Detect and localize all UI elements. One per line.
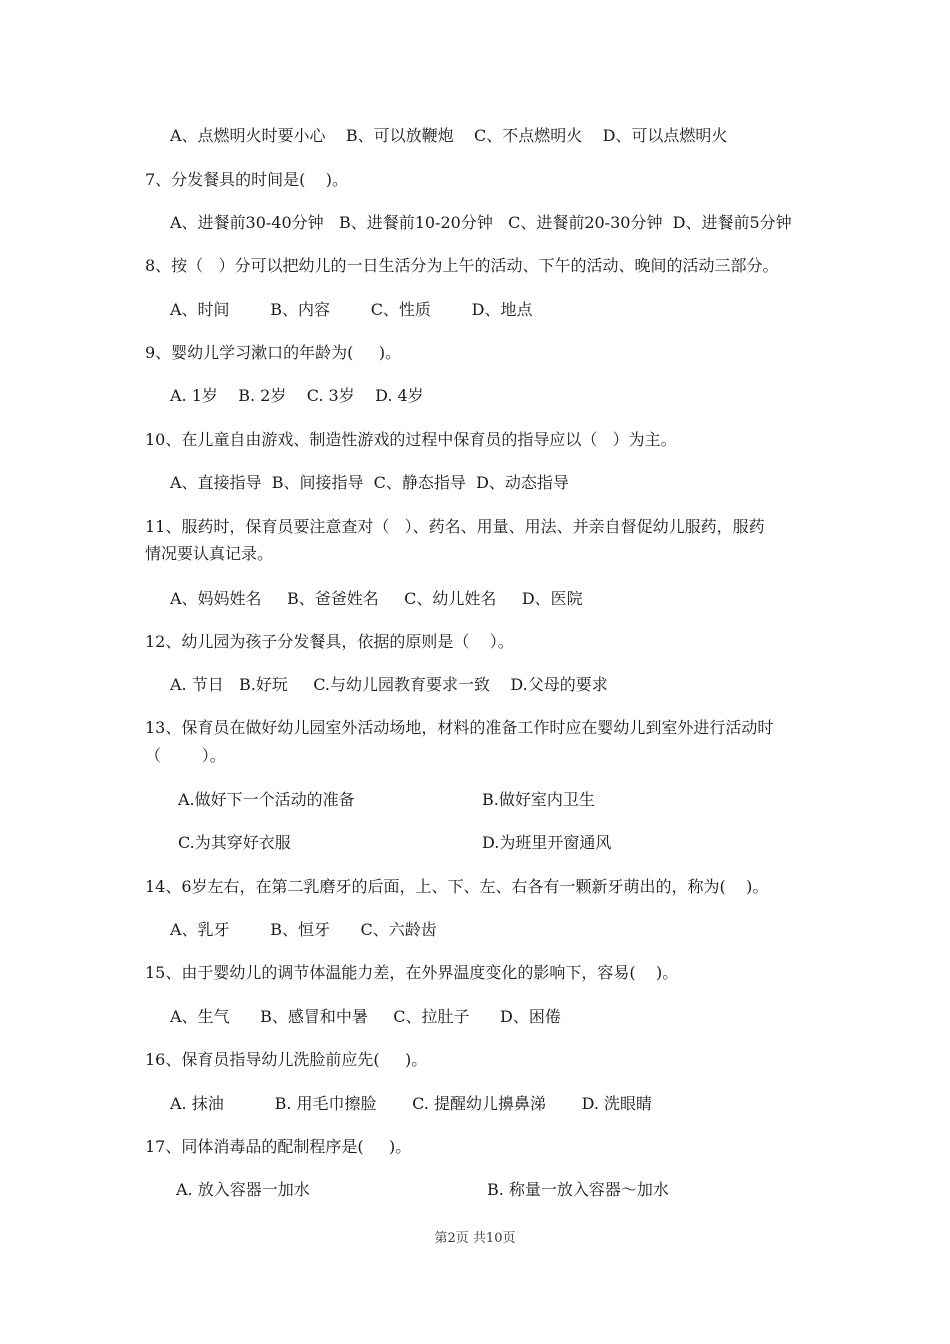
question-10: 10、在儿童自由游戏、制造性游戏的过程中保育员的指导应以（ ）为主。: [145, 430, 677, 449]
q9-options: A. 1岁 B. 2岁 C. 3岁 D. 4岁: [170, 386, 424, 405]
question-12: 12、幼儿园为孩子分发餐具，依据的原则是（ ）。: [145, 632, 514, 651]
question-13-line1: 13、保育员在做好幼儿园室外活动场地，材料的准备工作时应在婴幼儿到室外进行活动时: [145, 718, 774, 737]
q13-option-d: D.为班里开窗通风: [482, 833, 612, 852]
question-16: 16、保育员指导幼儿洗脸前应先( )。: [145, 1050, 428, 1069]
q12-options: A. 节日 B.好玩 C.与幼儿园教育要求一致 D.父母的要求: [170, 675, 608, 694]
q13-option-a: A.做好下一个活动的准备: [178, 790, 355, 809]
question-11-line2: 情况要认真记录。: [145, 544, 274, 563]
q11-options: A、妈妈姓名 B、爸爸姓名 C、幼儿姓名 D、医院: [170, 589, 583, 608]
q6-options: A、点燃明火时要小心 B、可以放鞭炮 C、不点燃明火 D、可以点燃明火: [170, 126, 728, 145]
q10-options: A、直接指导 B、间接指导 C、静态指导 D、动态指导: [170, 473, 569, 492]
q15-options: A、生气 B、感冒和中暑 C、拉肚子 D、困倦: [170, 1007, 561, 1026]
page-footer: 第2页 共10页: [434, 1231, 516, 1246]
q16-options: A. 抹油 B. 用毛巾擦脸 C. 提醒幼儿擤鼻涕 D. 洗眼睛: [170, 1094, 652, 1113]
question-7: 7、分发餐具的时间是( )。: [145, 170, 349, 189]
question-8: 8、按（ ）分可以把幼儿的一日生活分为上午的活动、下午的活动、晚间的活动三部分。: [145, 256, 779, 275]
q13-option-b: B.做好室内卫生: [482, 790, 595, 809]
question-14: 14、6岁左右，在第二乳磨牙的后面，上、下、左、右各有一颗新牙萌出的，称为( )。: [145, 877, 769, 896]
q13-option-c: C.为其穿好衣服: [178, 833, 291, 852]
q17-option-a: A. 放入容器一加水: [176, 1180, 310, 1199]
q17-option-b: B. 称量一放入容器～加水: [487, 1180, 669, 1199]
question-9: 9、婴幼儿学习漱口的年龄为( )。: [145, 343, 402, 362]
question-17: 17、同体消毒品的配制程序是( )。: [145, 1137, 412, 1156]
q14-options: A、乳牙 B、恒牙 C、六龄齿: [170, 920, 437, 939]
q7-options: A、进餐前30-40分钟 B、进餐前10-20分钟 C、进餐前20-30分钟 D、进餐前5分钟: [170, 213, 792, 232]
question-13-line2: （ ）。: [145, 746, 226, 765]
q8-options: A、时间 B、内容 C、性质 D、地点: [170, 300, 533, 319]
question-11-line1: 11、服药时，保育员要注意查对（ ）、药名、用量、用法、并亲自督促幼儿服药，服药: [145, 517, 765, 536]
question-15: 15、由于婴幼儿的调节体温能力差，在外界温度变化的影响下，容易( )。: [145, 963, 679, 982]
